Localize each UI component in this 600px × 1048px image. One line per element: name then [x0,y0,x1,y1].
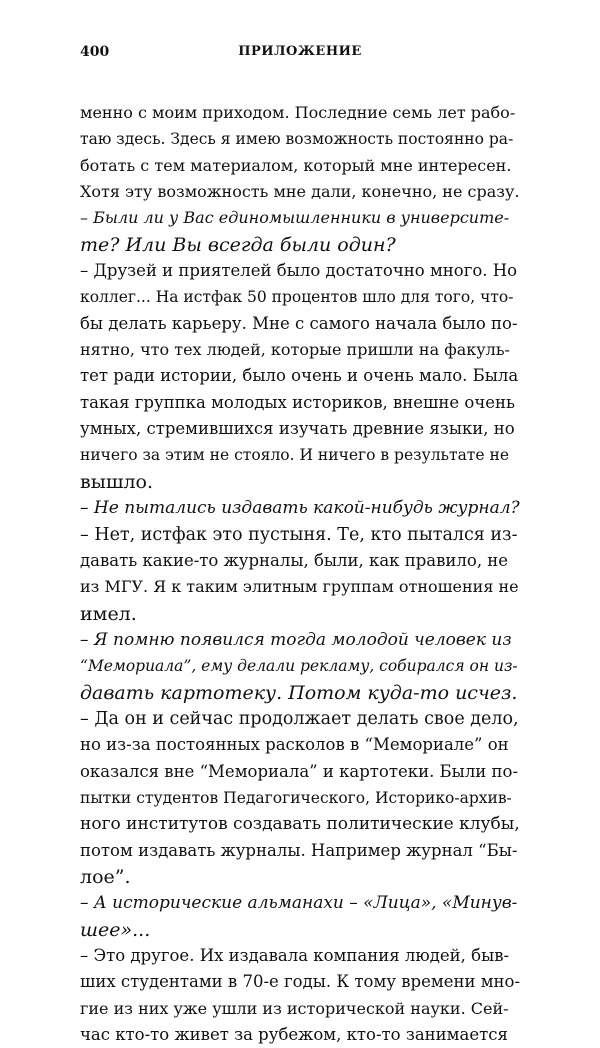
page-number: 400 [80,44,110,60]
question-line: – Были ли у Вас единомышленники в университе- [80,208,510,228]
question-line: те? Или Вы всегда были один? [80,233,396,256]
text-line: ного институтов создавать политические клубы, [80,814,520,835]
page-header [80,40,520,64]
text-line: бы делать карьеру. Мне с самого начала было по- [80,313,518,333]
text-line: имел. [80,602,137,625]
text-line: но из-за постоянных расколов в “Мемориале” он [80,735,509,755]
text-line: – Это другое. Их издавала компания людей, быв- [80,946,510,965]
text-line: вышло. [80,470,154,493]
running-head: ПРИЛОЖЕНИЕ [238,44,362,59]
question-line: “Мемориала”, ему делали рекламу, собирался он из- [80,657,518,676]
text-line: коллег... На истфак 50 процентов шло для того, что- [80,288,514,307]
text-line: – Друзей и приятелей было достаточно много. Но [80,261,518,281]
text-line: тет ради истории, было очень и очень мало. Была [80,366,519,386]
text-line: час кто-то живет за рубежом, кто-то занимается [80,1025,508,1045]
text-line: ших студентами в 70-е годы. К тому времени мно- [80,972,521,992]
text-line: таю здесь. Здесь я имею возможность постоянно ра- [80,130,514,149]
text-line: гие из них уже ушли из исторической науки. Сей- [80,998,509,1018]
question-line: – Не пытались издавать какой-нибудь журнал? [80,498,520,519]
text-line: лое”. [80,865,131,888]
text-line: нятно, что тех людей, которые пришли на факуль- [80,340,510,360]
text-line: менно с моим приходом. Последние семь лет рабо- [80,103,516,122]
text-line: давать какие-то журналы, были, как правило, не [80,550,509,570]
text-line: из МГУ. Я к таким элитным группам отношения не [80,577,519,597]
text-line: ботать с тем материалом, который мне интересен. [80,155,512,175]
text-line: такая группка молодых историков, внешне очень [80,392,515,412]
text-line: пытки студентов Педагогического, Историко-архив- [80,788,512,807]
text-line: умных, стремившихся изучать древние языки, но [80,419,515,439]
text-line: Хотя эту возможность мне дали, конечно, не сразу. [80,182,520,202]
question-line: – Я помню появился тогда молодой человек из [80,629,512,650]
question-line: шее»... [80,918,151,941]
question-line: давать картотеку. Потом куда-то исчез. [80,681,518,704]
question-line: – А исторические альманахи – «Лица», «Минув- [80,893,518,914]
text-line: ничего за этим не стояло. И ничего в результате не [80,446,509,465]
text-line: оказался вне “Мемориала” и картотеки. Были по- [80,761,519,781]
text-line: потом издавать журналы. Например журнал “Бы- [80,840,518,860]
text-line: – Нет, истфак это пустыня. Те, кто пытался из- [80,524,518,545]
text-line: – Да он и сейчас продолжает делать свое дело, [80,708,519,729]
body-text [80,100,520,1048]
